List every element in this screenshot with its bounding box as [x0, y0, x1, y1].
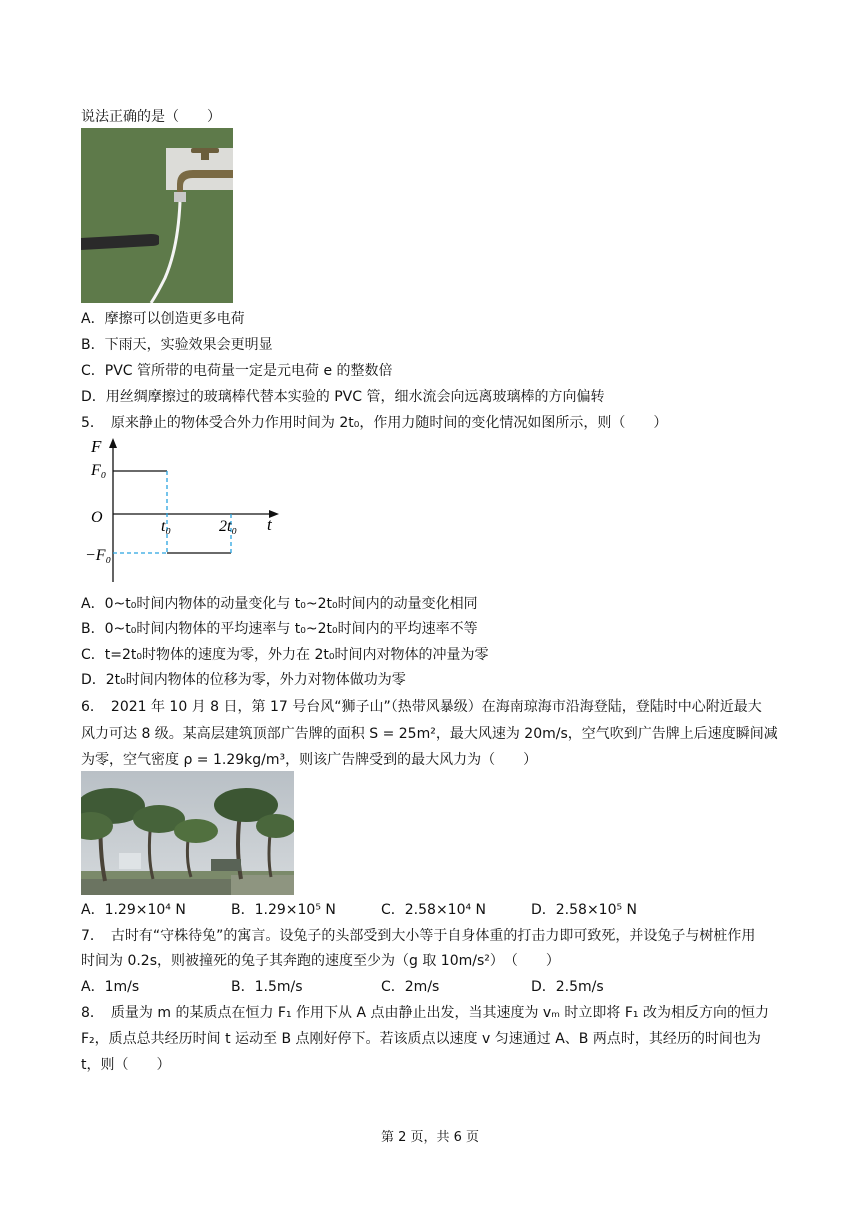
graph-pos-label: F₀: [91, 462, 107, 479]
q6-line-3: 为零，空气密度 ρ = 1.29kg/m³，则该广告牌受到的最大风力为（ ）: [81, 752, 538, 768]
q6-option-d: D．2.58×10⁵ N: [531, 902, 638, 918]
q5-option-c: C．t=2t₀时物体的速度为零，外力在 2t₀时间内对物体的冲量为零: [81, 647, 489, 663]
q8-line-1: 8． 质量为 m 的某质点在恒力 F₁ 作用下从 A 点由静止出发，当其速度为 vₘ 时立即将 F₁ 改为相反方向的恒力: [81, 1005, 769, 1021]
q8-line-3: t，则（ ）: [81, 1057, 171, 1073]
q4-option-a: A．摩擦可以创造更多电荷: [81, 311, 245, 327]
q4-option-d: D．用丝绸摩擦过的玻璃棒代替本实验的 PVC 管，细水流会向远离玻璃棒的方向偏转: [81, 389, 605, 405]
graph-y-axis-label: F: [91, 437, 102, 456]
graph-neg-label: −F₀: [85, 547, 112, 564]
q6-option-a: A．1.29×10⁴ N: [81, 902, 186, 918]
page-footer: 第 2 页，共 6 页: [380, 1130, 480, 1145]
q8-line-2: F₂，质点总共经历时间 t 运动至 B 点刚好停下。若该质点以速度 v 匀速通过 A、B 两点时，其经历的时间也为: [81, 1031, 761, 1047]
q6-option-b: B．1.29×10⁵ N: [231, 902, 336, 918]
q5-option-b: B．0~t₀时间内物体的平均速率与 t₀~2t₀时间内的平均速率不等: [81, 621, 478, 637]
q7-option-d: D．2.5m/s: [531, 979, 604, 995]
q5-stem: 5． 原来静止的物体受合外力作用时间为 2t₀，作用力随时间的变化情况如图所示，则（ ）: [81, 415, 668, 431]
q5-force-graph: [85, 434, 285, 589]
q4-stem-tail: 说法正确的是（ ）: [81, 109, 221, 125]
q5-option-d: D．2t₀时间内物体的位移为零，外力对物体做功为零: [81, 672, 406, 688]
graph-origin-label: O: [91, 509, 103, 526]
q6-line-2: 风力可达 8 级。某高层建筑顶部广告牌的面积 S = 25m²，最大风速为 20m/s，空气吹到广告牌上后速度瞬间减: [81, 726, 778, 742]
q6-line-1: 6． 2021 年 10 月 8 日，第 17 号台风“狮子山”（热带风暴级）在海南琼海市沿海登陆，登陆时中心附近最大: [81, 699, 762, 715]
q4-option-b: B．下雨天，实验效果会更明显: [81, 337, 273, 353]
faucet-photo: [81, 128, 233, 303]
q7-option-a: A．1m/s: [81, 979, 140, 995]
q6-option-c: C．2.58×10⁴ N: [381, 902, 487, 918]
graph-x-axis-label: t: [267, 515, 272, 534]
graph-2t0-label: 2t₀: [219, 518, 238, 535]
q5-option-a: A．0~t₀时间内物体的动量变化与 t₀~2t₀时间内的动量变化相同: [81, 596, 478, 612]
q7-line-2: 时间为 0.2s，则被撞死的兔子其奔跑的速度至少为（g 取 10m/s²） （ ）: [81, 953, 560, 969]
typhoon-photo: [81, 771, 294, 895]
q4-option-c: C．PVC 管所带的电荷量一定是元电荷 e 的整数倍: [81, 363, 393, 379]
q7-option-b: B．1.5m/s: [231, 979, 303, 995]
q7-line-1: 7． 古时有“守株待兔”的寓言。设兔子的头部受到大小等于自身体重的打击力即可致死，并设兔子与树桩作用: [81, 928, 756, 944]
q7-option-c: C．2m/s: [381, 979, 440, 995]
graph-t0-label: t₀: [161, 518, 172, 535]
